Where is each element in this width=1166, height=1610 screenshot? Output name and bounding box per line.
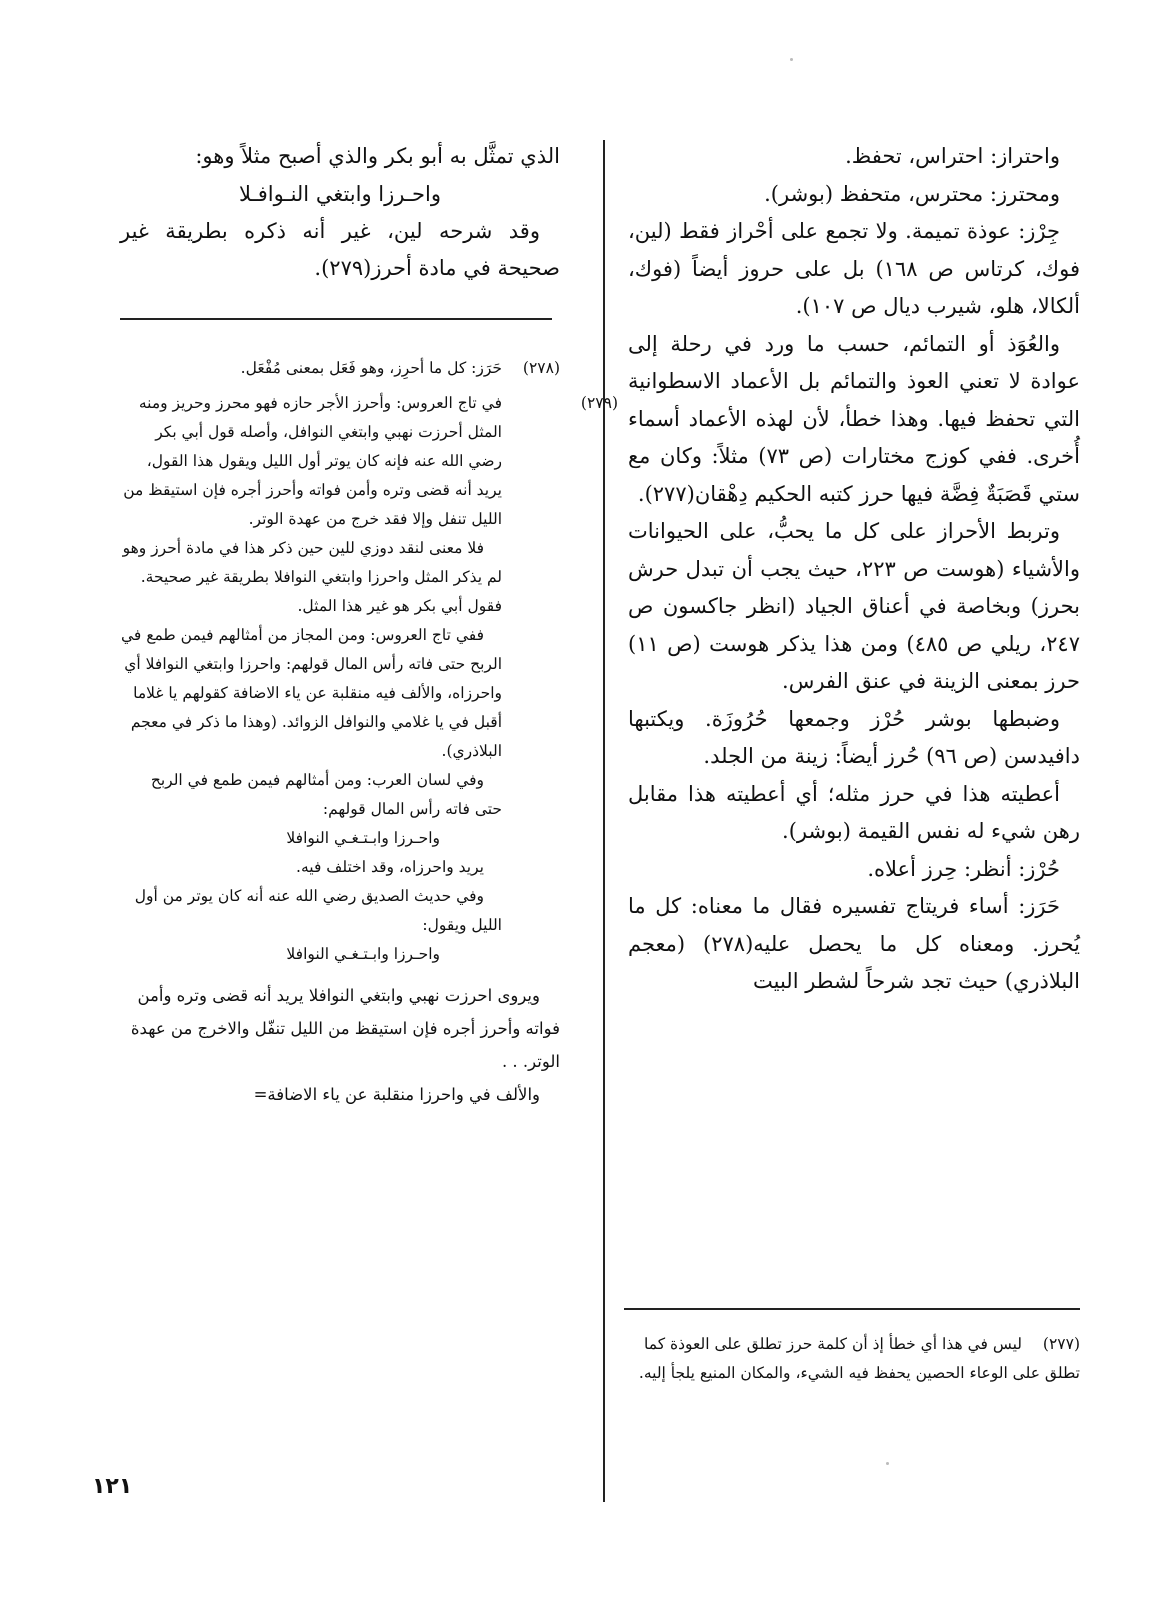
footnote-paragraph: فلا معنى لنقد دوزي للين حين ذكر هذا في مادة أحرز وهو لم يذكر المثل واحرزا وابتغي النوافلا بطريقة غير صحيحة. فقول أبي بكر هو غير هذا المثل.	[122, 539, 502, 615]
footnote-rule	[120, 318, 552, 320]
footnote	[120, 354, 560, 383]
footnote-verse: واحـرزا وابـتـغـي النوافلا	[286, 945, 440, 963]
page-number: ١٢١	[92, 1474, 133, 1499]
scan-speck	[886, 1462, 889, 1465]
paragraph: واحتراز: احتراس، تحفظ.	[845, 144, 1060, 168]
paragraph: والعُوَذ أو التمائم، حسب ما ورد في رحلة إلى عوادة لا تعني العوذ والتمائم بل الأعماد الاسطوانية التي تحفظ فيها. وهذا خطأ، لأن لهذه الأعماد أسماء أُخرى. ففي كوزج مختارات (ص ٧٣) مثلاً: وكان مع ستي قَصَبَةٌ فِضَّة فيها حرز كتبه الحكيم دِهْقان(٢٧٧).	[628, 331, 1080, 506]
footnote	[120, 389, 618, 534]
footnote-paragraph: وفي حديث الصديق رضي الله عنه أنه كان يوتر من أول الليل ويقول:	[134, 887, 502, 934]
right-column	[628, 138, 1080, 1001]
footnote-number: (٢٧٩)	[580, 394, 618, 412]
paragraph: ومحترز: محترس، متحفظ (بوشر).	[764, 181, 1060, 206]
paragraph: حَرَز: أساء فريتاج تفسيره فقال ما معناه: كل ما يُحرز. ومعناه كل ما يحصل عليه(٢٧٨) (معجم البلاذري) حيث تجد شرحاً لشطر البيت	[628, 894, 1080, 993]
paragraph: جِرْز: عوذة تميمة. ولا تجمع على أحْراز فقط (لين، فوك، كرتاس ص ١٦٨) بل على حروز أيضاً (فوك، ألكالا، هلو، شيرب ديال ص ١٠٧).	[628, 219, 1080, 318]
footnote	[628, 1330, 1080, 1388]
verse: واحـرزا وابتغي النـوافـلا	[239, 181, 441, 206]
paragraph: أعطيته هذا في حرز مثله؛ أي أعطيته هذا مقابل رهن شيء له نفس القيمة (بوشر).	[628, 781, 1080, 843]
footnote-rule	[624, 1308, 1080, 1310]
footnote-number: (٢٧٨)	[522, 359, 560, 377]
footnote-verse: واحـرزا وابـتـغـي النوافلا	[286, 829, 440, 847]
paragraph: وقد شرحه لين، غير أنه ذكره بطريقة غير صحيحة في مادة أحرز(٢٧٩).	[120, 218, 560, 280]
column-divider	[603, 140, 605, 1502]
left-footnotes	[120, 354, 618, 1111]
footnote-paragraph: ففي تاج العروس: ومن المجاز من أمثالهم فيمن طمع في الربح حتى فاته رأس المال قولهم: واحرزا وابتغي النوافلا أي واحرزاه، والألف فيه منقلبة عن ياء الاضافة كقولهم يا غلاما أقبل في يا غلامي والنوافل الزوائد. (وهذا ما ذكر في معجم البلاذري).	[120, 626, 502, 760]
footnote-text: في تاج العروس: وأحرز الأجر حازه فهو محرز وحريز ومنه المثل أحرزت نهبي وابتغي النوافل، وأصله قول أبي بكر رضي الله عنه فإنه كان يوتر أول الليل ويقول هذا القول، يريد أنه قضى وتره وأمن فواته وأحرز أجره فإن استيقظ من الليل تنفل وإلا فقد خرج من عهدة الوتر.	[123, 394, 502, 528]
right-footnotes	[628, 1330, 1080, 1388]
footnote-text: ليس في هذا أي خطأ إذ أن كلمة حرز تطلق على العوذة كما تطلق على الوعاء الحصين يحفظ فيه الشيء، والمكان المنيع يلجأ إليه.	[638, 1335, 1080, 1382]
paragraph: حُرْز: أنظر: حِرز أعلاه.	[867, 856, 1060, 881]
footnote-text: حَرَز: كل ما أحرِز، وهو فَعَل بمعنى مُفْعَل.	[240, 359, 502, 377]
closing-line: والألف في واحرزا منقلبة عن ياء الاضافة=	[253, 1085, 540, 1104]
closing-paragraph: ويروى احرزت نهبي وابتغي النوافلا يريد أنه قضى وتره وأمن فواته وأحرز أجره فإن استيقظ من الليل تنفّل والاخرج من عهدة الوتر. . .	[130, 986, 560, 1071]
paragraph: الذي تمثَّل به أبو بكر والذي أصبح مثلاً وهو:	[195, 144, 560, 168]
footnote-paragraph: يريد واحرزاه، وقد اختلف فيه.	[296, 858, 484, 876]
footnote-paragraph: وفي لسان العرب: ومن أمثالهم فيمن طمع في الربح حتى فاته رأس المال قولهم:	[150, 771, 502, 818]
scan-speck	[790, 58, 793, 61]
paragraph: وضبطها بوشر حُرْز وجمعها حُرُوزَة. ويكتبها دافيدسن (ص ٩٦) حُرز أيضاً: زينة من الجلد.	[628, 706, 1080, 768]
footnote-number: (٢٧٧)	[1042, 1335, 1080, 1353]
paragraph: وتربط الأحراز على كل ما يحبُّ، على الحيوانات والأشياء (هوست ص ٢٢٣، حيث يجب أن تبدل حرش بحرز) وبخاصة في أعناق الجياد (انظر جاكسون ص ٢٤٧، ريلي ص ٤٨٥) ومن هذا يذكر هوست (ص ١١) حرز بمعنى الزينة في عنق الفرس.	[628, 519, 1080, 693]
left-column	[120, 138, 560, 288]
